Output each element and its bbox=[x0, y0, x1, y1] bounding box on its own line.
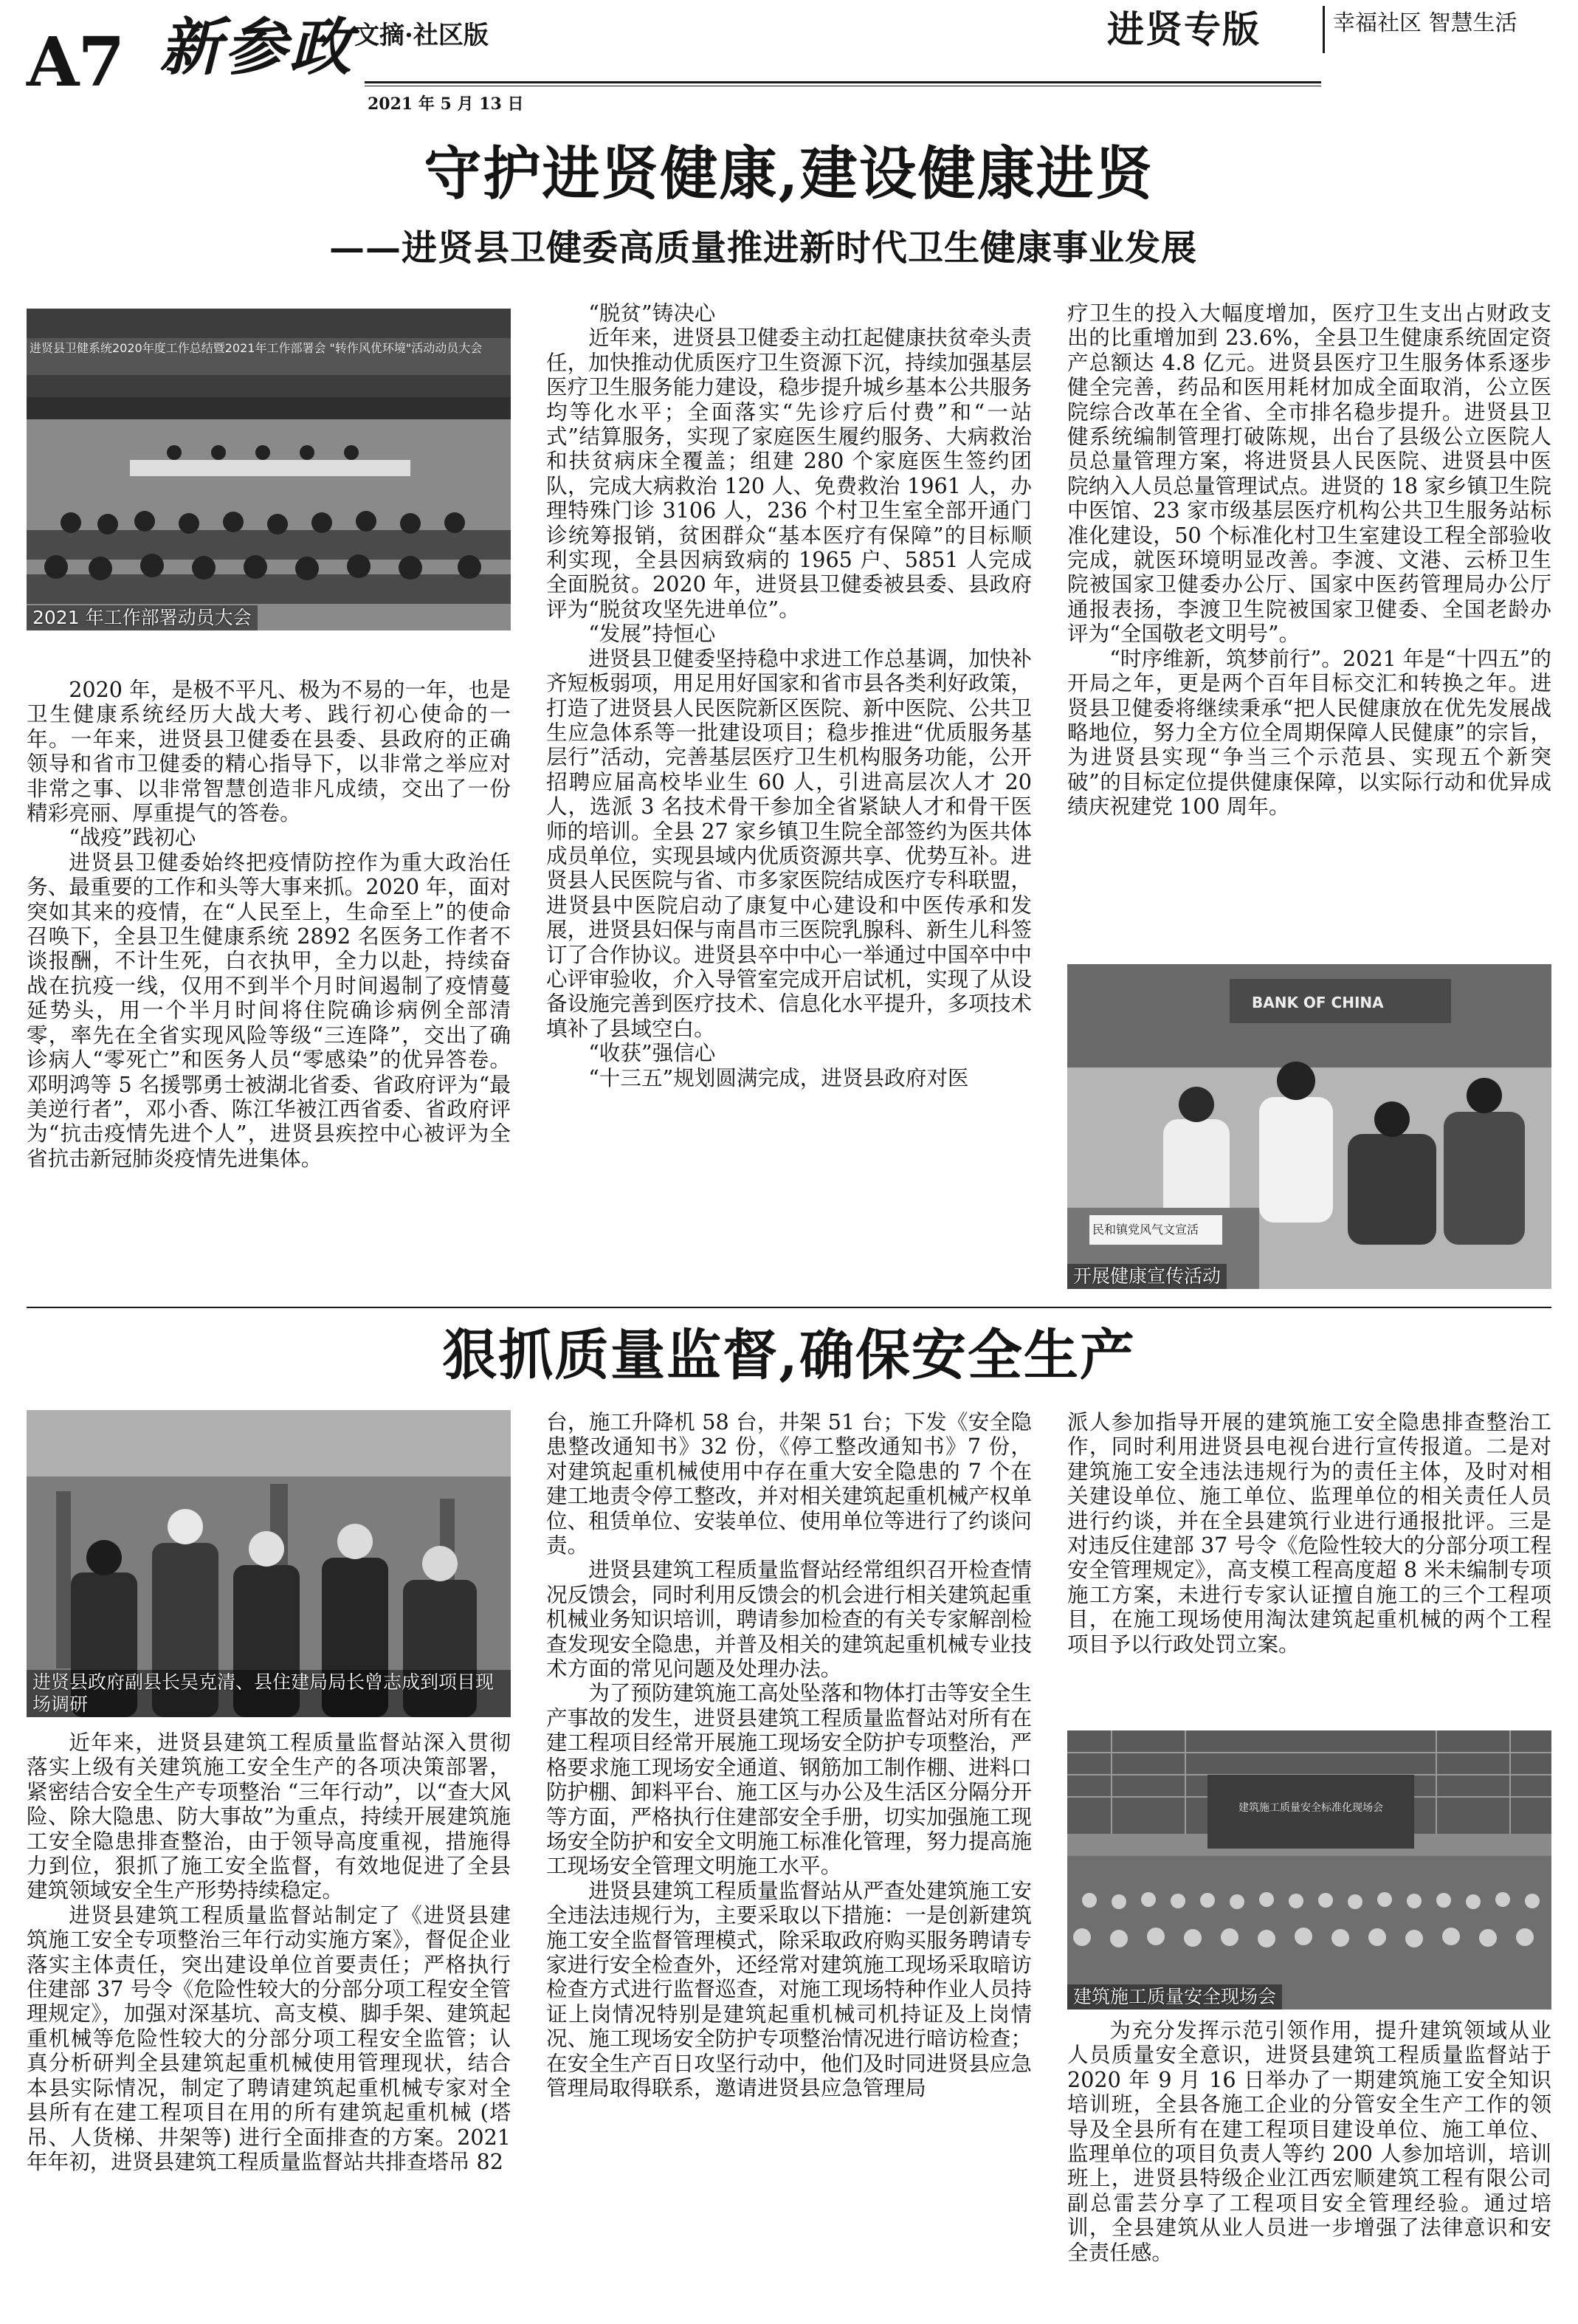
issue-date: 2021 年 5 月 13 日 bbox=[368, 94, 524, 114]
paragraph: 2020 年，是极不平凡、极为不易的一年，也是卫生健康系统经历大战大考、践行初心使命的一年。一年来，进贤县卫健委在县委、县政府的正确领导和省市卫健委的精心指导下，以非常之举应对非常之事、以非常智慧创造非凡成绩，交出了一份精彩亮丽、厚重提气的答卷。 bbox=[27, 677, 511, 826]
safety-meeting-photo bbox=[1067, 1730, 1551, 2010]
paragraph: 为充分发挥示范引领作用，提升建筑领域从业人员质量安全意识，进贤县建筑工程质量监督站于 2020 年 9 月 16 日举办了一期建筑施工安全知识培训班，全县各施工企业的分管安全生产工作的领导及全县所有在建工程项目建设单位、施工单位、监理单位的项目负责人等约 200 人参加培训，培训班上，进贤县特级企业江西宏顺建筑工程有限公司副总雷芸分享了工程项目安全管理经验。通过培训，全县建筑从业人员进一步增强了法律意识和安全责任感。 bbox=[1067, 2018, 1551, 2265]
health-outreach-image bbox=[1067, 964, 1551, 1289]
paragraph: “时序维新，筑梦前行”。2021 年是“十四五”的开局之年，更是两个百年目标交汇和转换之年。进贤县卫健委将继续秉承“把人民健康放在优先发展战略地位，努力全方位全周期保障人民健康”的宗旨，为进贤县实现“争当三个示范县、实现五个新突破”的目标定位提供健康保障，以实际行动和优异成绩庆祝建党 100 周年。 bbox=[1067, 645, 1551, 819]
edition-label: 文摘·社区版 bbox=[354, 21, 489, 50]
article2-column-1 bbox=[27, 1730, 511, 2174]
article1-title: 守护进贤健康,建设健康进贤 bbox=[424, 140, 1154, 207]
article1-subtitle: ——进贤县卫健委高质量推进新时代卫生健康事业发展 bbox=[329, 227, 1198, 269]
photo-caption: 进贤县政府副县长吴克清、县住建局局长曾志成到项目现场调研 bbox=[27, 1670, 511, 1717]
stage-banner-text: 建筑施工质量安全标准化现场会 bbox=[1238, 1802, 1383, 1814]
article2-column-2 bbox=[546, 1410, 1032, 2100]
paragraph: 进贤县建筑工程质量监督站经常组织召开检查情况反馈会，同时利用反馈会的机会进行相关建筑起重机械业务知识培训，聘请参加检查的有关专家解剖检查发现安全隐患，并普及相关的建筑起重机械专业技术方面的常见问题及处理办法。 bbox=[546, 1557, 1032, 1682]
site-inspection-photo bbox=[27, 1410, 511, 1717]
paragraph: 进贤县建筑工程质量监督站从严查处建筑施工安全违法违规行为，主要采取以下措施：一是创新建筑施工安全监督管理模式，除采取政府购买服务聘请专家进行安全检查外，还经常对建筑施工现场采取暗访检查方式进行监督巡查，对施工现场特种作业人员持证上岗情况特别是建筑起重机械司机持证及上岗情况、施工现场安全防护专项整治情况进行暗访检查；在安全生产百日攻坚行动中，他们及时同进贤县应急管理局取得联系，邀请进贤县应急管理局 bbox=[546, 1877, 1032, 2100]
conference-hall-photo bbox=[27, 309, 511, 630]
paragraph: 进贤县卫健委坚持稳中求进工作总基调，加快补齐短板弱项，用足用好国家和省市县各类利好政策，打造了进贤县人民医院新区医院、新中医院、公共卫生应急体系等一批建设项目；稳步推进“优质服务基层行”活动，完善基层医疗卫生机构服务功能，公开招聘应届高校毕业生 60 人，引进高层次人才 20 人，选派 3 名技术骨干参加全省紧缺人才和骨干医师的培训。全县 27 家乡镇卫生院全部签约为医共体成员单位，实现县域内优质资源共享、优势互补。进贤县人民医院与省、市多家医院结成医疗专科联盟，进贤县中医院启动了康复中心建设和中医传承和发展，进贤县妇保与南昌市三医院乳腺科、新生儿科签订了合作协议。进贤县卒中中心一举通过中国卒中中心评审验收，介入导管室完成开启试机，实现了从设备设施完善到医疗技术、信息化水平提升，多项技术填补了县域空白。 bbox=[546, 645, 1032, 1041]
paragraph: 台，施工升降机 58 台，井架 51 台；下发《安全隐患整改通知书》32 份，《停工整改通知书》7 份，对建筑起重机械使用中存在重大安全隐患的 7 个在建工地责令停工整改，并对相关建筑起重机械产权单位、租赁单位、安装单位、使用单位等进行了约谈问责。 bbox=[546, 1409, 1032, 1558]
conference-hall-image bbox=[27, 309, 511, 630]
paragraph: 进贤县卫健委始终把疫情防控作为重大政治任务、最重要的工作和头等大事来抓。2020 年，面对突如其来的疫情，在“人民至上，生命至上”的使命召唤下，全县卫生健康系统 2892 名医务工作者不谈报酬，不计生死，白衣执甲，全力以赴，持续奋战在抗疫一线，仅用不到半个月时间遏制了疫情蔓延势头，用一个半月时间将住院确诊病例全部清零，率先在全省实现风险等级“三连降”，交出了确诊病人“零死亡”和医务人员“零感染”的优异答卷。邓明鸿等 5 名援鄂勇士被湖北省委、省政府评为“最美逆行者”，邓小香、陈江华被江西省委、省政府评为“抗击疫情先进个人”，进贤县疾控中心被评为全省抗击新冠肺炎疫情先进集体。 bbox=[27, 849, 511, 1171]
safety-meeting-image bbox=[1067, 1730, 1551, 2010]
health-outreach-photo bbox=[1067, 964, 1551, 1289]
article1-column-3 bbox=[1067, 301, 1551, 819]
paragraph: 为了预防建筑施工高处坠落和物体打击等安全生产事故的发生，进贤县建筑工程质量监督站对所有在建工程项目经常开展施工现场安全防护专项整治，严格要求施工现场安全通道、钢筋加工制作棚、进料口防护棚、卸料平台、施工区与办公及生活区分隔分开等方面，严格执行住建部安全手册，切实加强施工现场安全防护和安全文明施工标准化管理，努力提高施工现场安全管理文明施工水平。 bbox=[546, 1680, 1032, 1879]
banner-sign-text: 民和镇党风气文宣活 bbox=[1092, 1223, 1199, 1237]
section-heading: “发展”持恒心 bbox=[588, 621, 716, 647]
photo-caption: 建筑施工质量安全现场会 bbox=[1067, 1984, 1282, 2010]
page-number: A7 bbox=[27, 22, 124, 102]
article2-title: 狠抓质量监督,确保安全生产 bbox=[442, 1324, 1136, 1387]
slogan: 幸福社区 智慧生活 bbox=[1333, 10, 1517, 36]
article1-column-1 bbox=[27, 678, 511, 1171]
paragraph: 近年来，进贤县卫健委主动扛起健康扶贫牵头责任，加快推动优质医疗卫生资源下沉，持续加强基层医疗卫生服务能力建设，稳步提升城乡基本公共服务均等化水平；全面落实“先诊疗后付费”和“一站式”结算服务，实现了家庭医生履约服务、大病救治和扶贫病床全覆盖；组建 280 个家庭医生签约团队，完成大病救治 120 人、免费救治 1961 人，办理特殊门诊 3106 人，236 个村卫生室全部开通门诊统筹报销，贫困群众“基本医疗有保障”的目标顺利实现，全县因病致病的 1965 户、5851 人完成全面脱贫。2020 年，进贤县卫健委被县委、县政府评为“脱贫攻坚先进单位”。 bbox=[546, 325, 1032, 622]
article2-column-3-bottom bbox=[1067, 2018, 1551, 2265]
photo-caption: 2021 年工作部署动员大会 bbox=[27, 605, 258, 630]
section-divider bbox=[27, 1307, 1551, 1308]
paragraph: 近年来，进贤县建筑工程质量监督站深入贯彻落实上级有关建筑施工安全生产的各项决策部署，紧密结合安全生产专项整治 “三年行动”，以“查大风险、除大隐患、防大事故”为重点，持续开展建筑施工安全隐患排查整治，由于领导高度重视，措施得力到位，狠抓了施工安全监督，有效地促进了全县建筑领域安全生产形势持续稳定。 bbox=[27, 1730, 511, 1903]
masthead-divider-vertical bbox=[1323, 6, 1325, 53]
article1-column-2 bbox=[546, 301, 1032, 1090]
section-heading: “战疫”践初心 bbox=[69, 825, 196, 850]
paragraph: “十三五”规划圆满完成，进贤县政府对医 bbox=[588, 1065, 969, 1090]
photo-caption: 开展健康宣传活动 bbox=[1067, 1264, 1227, 1289]
paragraph: 进贤县建筑工程质量监督站制定了《进贤县建筑施工安全专项整治三年行动实施方案》，督促企业落实主体责任，突出建设单位首要责任；严格执行住建部 37 号令《危险性较大的分部分项工程安全管理规定》，加强对深基坑、高支模、脚手架、建筑起重机械等危险性较大的分部分项工程安全监管；认真分析研判全县建筑起重机械使用管理现状，结合本县实际情况，制定了聘请建筑起重机械专家对全县所有在建工程项目在用的所有建筑起重机械 (塔吊、人货梯、井架等) 进行全面排查的方案。2021 年年初，进贤县建筑工程质量监督站共排查塔吊 82 bbox=[27, 1902, 511, 2174]
bank-sign-text: BANK OF CHINA bbox=[1252, 994, 1384, 1011]
article2-column-3-top bbox=[1067, 1410, 1551, 1657]
conference-banner-text: 进贤县卫健系统2020年度工作总结暨2021年工作部署会 "转作风优环境"活动动员大会 bbox=[30, 341, 483, 355]
section-heading: “脱贫”铸决心 bbox=[588, 300, 716, 326]
special-section-label: 进贤专版 bbox=[1107, 7, 1261, 51]
paragraph: 疗卫生的投入大幅度增加，医疗卫生支出占财政支出的比重增加到 23.6%，全县卫生健康系统固定资产总额达 4.8 亿元。进贤县医疗卫生服务体系逐步健全完善，药品和医用耗材加成全面取消，公立医院综合改革在全省、全市排名稳步提升。进贤县卫健系统编制管理打破陈规，出台了县级公立医院人员总量管理方案，将进贤县人民医院、进贤县中医院纳入人员总量管理试点。进贤的 18 家乡镇卫生院中医馆、23 家市级基层医疗机构公共卫生服务站标准化建设，50 个标准化村卫生室建设工程全部验收完成，就医环境明显改善。李渡、文港、云桥卫生院被国家卫健委办公厅、国家中医药管理局办公厅通报表扬，李渡卫生院被国家卫健委、全国老龄办评为“全国敬老文明号”。 bbox=[1067, 300, 1551, 647]
section-heading: “收获”强信心 bbox=[588, 1040, 716, 1066]
masthead-rule bbox=[365, 81, 1321, 83]
paragraph: 派人参加指导开展的建筑施工安全隐患排查整治工作，同时利用进贤县电视台进行宣传报道。二是对建筑施工安全违法违规行为的责任主体，及时对相关建设单位、施工单位、监理单位的相关责任人员进行约谈，并在全县建筑行业进行通报批评。三是对违反住建部 37 号令《危险性较大的分部分项工程安全管理规定》，高支模工程高度超 8 米未编制专项施工方案，未进行专家认证擅自施工的三个工程项目，在施工现场使用淘汰建筑起重机械的两个工程项目予以行政处罚立案。 bbox=[1067, 1409, 1551, 1657]
paper-name: 新参政 bbox=[159, 10, 355, 83]
